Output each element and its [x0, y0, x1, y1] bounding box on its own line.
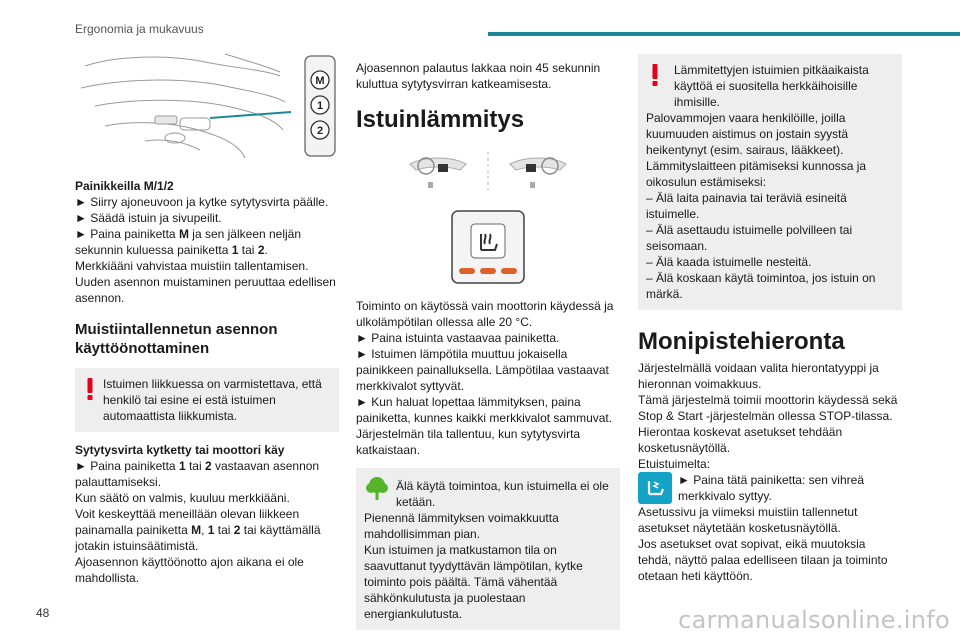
warning-line-6: – Älä kaada istuimelle nesteitä.: [646, 255, 812, 269]
heating-step-1: ► Paina istuinta vastaavaa painiketta.: [356, 331, 560, 345]
seat-heating-button-icon: [451, 210, 525, 284]
memory-step-2: ► Säädä istuin ja sivupeilit.: [75, 211, 222, 225]
warning-line-3: Lämmityslaitteen pitämiseksi kunnossa ja oikosulun estämiseksi:: [646, 159, 867, 189]
text-run: ► Paina painiketta: [75, 459, 179, 473]
heating-warning-box: [638, 54, 902, 310]
massage-settings: Hierontaa koskevat asetukset tehdään kosketusnäytöllä.: [638, 425, 843, 455]
heading-seat-heating: Istuinlämmitys: [356, 106, 525, 133]
text-run: ► Paina painiketta: [75, 227, 179, 241]
warning-exclamation-icon: [652, 64, 658, 86]
text-run: tai käyttämällä jotakin istuinsäätimistä.: [75, 523, 321, 553]
column-1: [75, 46, 339, 586]
text-run: vastaavan asennon palauttamiseksi.: [75, 459, 320, 489]
text-run-bold: 2: [257, 243, 265, 257]
massage-front-seat: Etuistuimelta:: [638, 457, 711, 471]
seat-button-m-label: M: [315, 75, 325, 87]
column-3: [638, 46, 902, 584]
text-run: .: [264, 243, 268, 257]
text-run-bold: 2: [204, 459, 212, 473]
massage-intro: Järjestelmällä voidaan valita hierontatyyppi ja hieronnan voimakkuus.: [638, 361, 879, 391]
seat-button-1-label: 1: [316, 100, 324, 112]
text-run: tai: [214, 523, 234, 537]
warning-line-5: – Älä asettaudu istuimelle polvilleen tai seisomaan.: [646, 223, 853, 253]
massage-instruction: ► Paina tätä painiketta: sen vihreä merkkivalo syttyy.: [678, 473, 864, 503]
text-run-bold: M: [178, 227, 189, 241]
recall-heading: Muistiintallennetun asennon käyttöönottaminen: [75, 321, 278, 357]
ignition-note: Ajoasennon käyttöönotto ajon aikana ei ole mahdollista.: [75, 555, 304, 585]
memory-overwrite: Uuden asennon muistaminen peruuttaa edellisen asennon.: [75, 275, 336, 305]
recall-timeout-text: Ajoasennon palautus lakkaa noin 45 sekunnin kuluttua sytytysvirran katkeamisesta.: [356, 61, 601, 91]
heading-massage: Monipistehieronta: [638, 328, 845, 355]
text-run: Voit keskeyttää meneillään olevan liikkeen painamalla painiketta: [75, 507, 300, 537]
text-run-bold: M: [191, 523, 202, 537]
seat-memory-buttons-icon: [75, 46, 339, 164]
warning-line-1: Lämmitettyjen istuimien pitkäaikaista käyttöä ei suositella herkkäihoisille ihmisille.: [674, 63, 869, 109]
ignition-interrupt: [75, 506, 339, 554]
seat-button-2-label: 2: [316, 125, 324, 137]
heating-step-2: ► Istuimen lämpötila muuttuu jokaisella painikkeen painalluksella. Lämpötilaa vastaavat merkkivalot syttyvät.: [356, 347, 609, 393]
text-run-bold: 1: [178, 459, 186, 473]
eco-tree-icon: [366, 476, 388, 500]
massage-after-2: Jos asetukset ovat sopivat, eikä muutoksia tehdä, näyttö palaa edelliseen tilaan ja toiminto otetaan heti käyttöön.: [638, 537, 888, 583]
heating-condition: Toiminto on käytössä vain moottorin käydessä ja ulkolämpötilan ollessa alle 20 °C.: [356, 299, 614, 329]
seat-memory-figure: [75, 46, 339, 164]
massage-operation: Tämä järjestelmä toimii moottorin käydessä sekä Stop & Start -järjestelmän ollessa STOP-tilassa.: [638, 393, 898, 423]
eco-line-3: Kun istuimen ja matkustamon tila on saavuttanut tyydyttävän lämpötilan, kytke toiminto pois päältä. Tämä vähentää sähkönkulutusta ja puolestaan energiankulutusta.: [364, 543, 583, 621]
text-run: ja sen jälkeen neljän sekunnin kuluessa painiketta: [75, 227, 302, 257]
header-accent-bar: [488, 32, 960, 36]
heating-step-3: ► Kun haluat lopettaa lämmityksen, paina painiketta, kunnes kaikki merkkivalot sammuvat.: [356, 395, 613, 425]
massage-button-row: [638, 472, 902, 504]
eco-line-1: Älä käytä toimintoa, kun istuimella ei ole ketään.: [396, 479, 609, 509]
memory-step-3: [75, 226, 339, 258]
recall-warning-text: Istuimen liikkuessa on varmistettava, että henkilö tai esine ei estä istuimen automaattista liikkumista.: [103, 377, 322, 423]
page-number: 48: [36, 606, 50, 620]
seat-heating-location-icon: [356, 148, 620, 192]
text-run: tai: [185, 459, 205, 473]
eco-line-2: Pienennä lämmityksen voimakkuutta mahdollisimman pian.: [364, 511, 559, 541]
text-run-bold: 2: [233, 523, 241, 537]
memory-step-1: ► Siirry ajoneuvoon ja kytke sytytysvirta päälle.: [75, 195, 329, 209]
memory-title: Painikkeilla M/1/2: [75, 179, 174, 193]
ignition-step: [75, 458, 339, 490]
warning-line-4: – Älä laita painavia tai teräviä esineitä istuimelle.: [646, 191, 847, 221]
eco-advice-box: [356, 468, 620, 630]
warning-line-7: – Älä koskaan käytä toimintoa, jos istuin on märkä.: [646, 271, 876, 301]
watermark: carmanualsonline.info: [678, 606, 950, 634]
massage-seat-icon: [638, 472, 672, 504]
memory-confirm: Merkkiääni vahvistaa muistiin tallentamisen.: [75, 259, 309, 273]
ignition-done: Kun säätö on valmis, kuuluu merkkiääni.: [75, 491, 290, 505]
text-run-bold: 1: [207, 523, 215, 537]
warning-line-2: Palovammojen vaara henkilöille, joilla kuumuuden aistimus on jostain syystä heikentynyt (esim. sairaus, lääkkeet).: [646, 111, 849, 157]
heating-memory: Järjestelmän tila tallentuu, kun sytytysvirta katkaistaan.: [356, 427, 581, 457]
column-2: [356, 46, 620, 630]
text-run: tai: [238, 243, 258, 257]
text-run: ,: [201, 523, 208, 537]
massage-after-1: Asetussivu ja viimeksi muistiin tallennetut asetukset näytetään kosketusnäytöllä.: [638, 505, 858, 535]
ignition-title: Sytytysvirta kytketty tai moottori käy: [75, 443, 285, 457]
text-run-bold: 1: [231, 243, 239, 257]
page-header-title: Ergonomia ja mukavuus: [75, 22, 204, 36]
warning-exclamation-icon: [87, 378, 93, 400]
recall-warning-box: [75, 368, 339, 432]
